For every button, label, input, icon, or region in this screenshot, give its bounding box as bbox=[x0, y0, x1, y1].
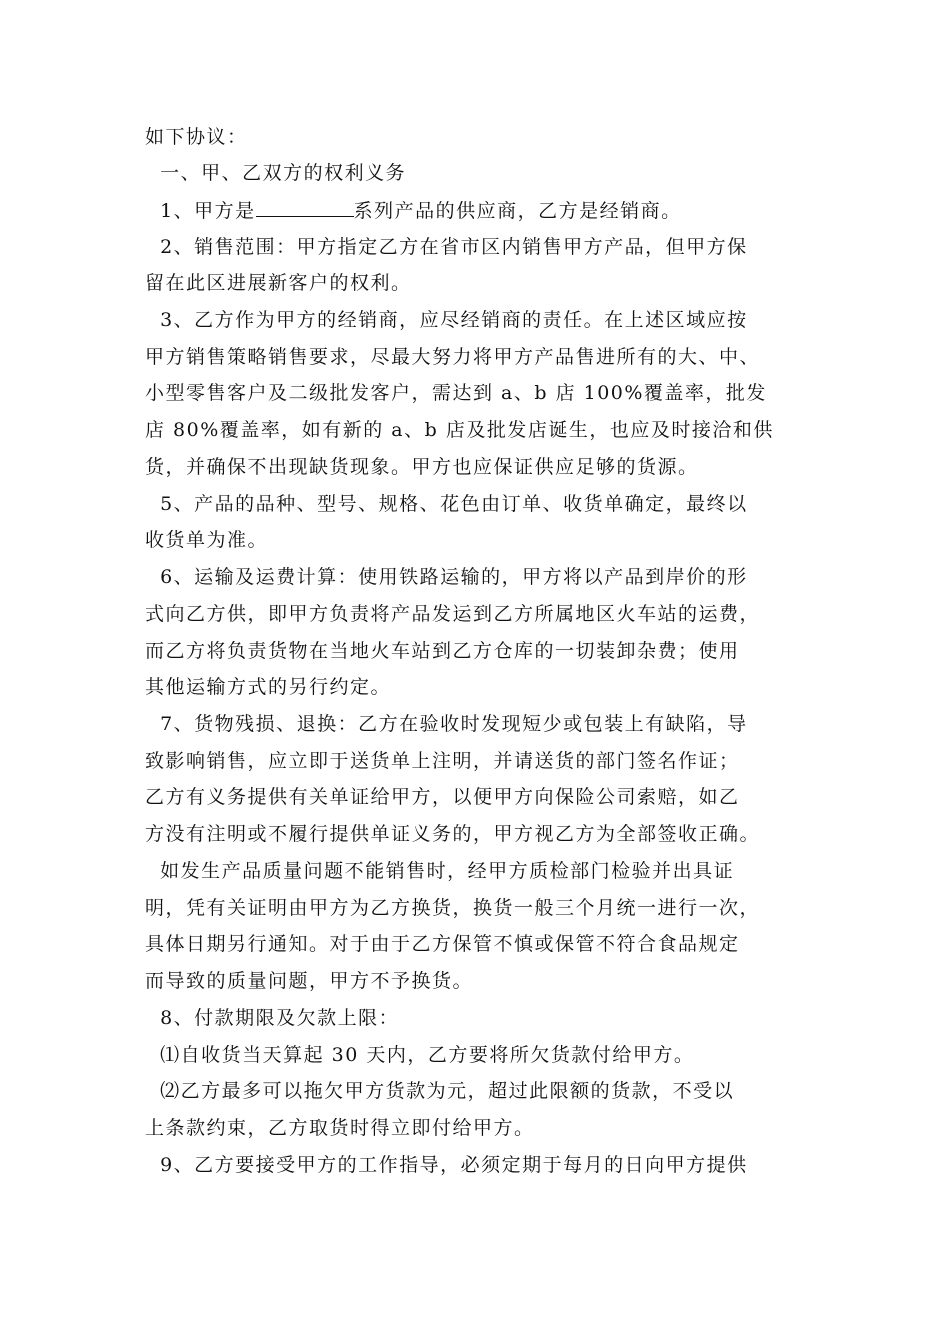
text-line: 9、乙方要接受甲方的工作指导，必须定期于每月的日向甲方提供 bbox=[145, 1154, 748, 1176]
text-line: 其他运输方式的另行约定。 bbox=[145, 676, 392, 698]
text-line: 3、乙方作为甲方的经销商，应尽经销商的责任。在上述区域应按 bbox=[145, 309, 748, 331]
text-line: 而导致的质量问题，甲方不予换货。 bbox=[145, 970, 474, 992]
fill-in-blank bbox=[256, 199, 354, 217]
text-line: 6、运输及运费计算：使用铁路运输的，甲方将以产品到岸价的形 bbox=[145, 566, 748, 588]
text-line: 货，并确保不出现缺货现象。甲方也应保证供应足够的货源。 bbox=[145, 456, 699, 478]
text-line: 而乙方将负责货物在当地火车站到乙方仓库的一切装卸杂费；使用 bbox=[145, 640, 740, 662]
text-line: 上条款约束，乙方取货时得立即付给甲方。 bbox=[145, 1117, 535, 1139]
text-line: 5、产品的品种、型号、规格、花色由订单、收货单确定，最终以 bbox=[145, 493, 748, 515]
text-line: ⑴自收货当天算起 30 天内，乙方要将所欠货款付给甲方。 bbox=[145, 1044, 695, 1066]
text-line: 留在此区进展新客户的权利。 bbox=[145, 272, 412, 294]
text-line: 如发生产品质量问题不能销售时，经甲方质检部门检验并出具证 bbox=[145, 860, 735, 882]
text-line: 小型零售客户及二级批发客户，需达到 a、b 店 100%覆盖率，批发 bbox=[145, 382, 767, 404]
text-line: 式向乙方供，即甲方负责将产品发运到乙方所属地区火车站的运费， bbox=[145, 603, 761, 625]
text-segment: 系列产品的供应商，乙方是经销商。 bbox=[353, 200, 682, 222]
text-line: 7、货物残损、退换：乙方在验收时发现短少或包装上有缺陷，导 bbox=[145, 713, 748, 735]
text-line: 收货单为准。 bbox=[145, 529, 269, 551]
text-line: ⑵乙方最多可以拖欠甲方货款为元，超过此限额的货款，不受以 bbox=[145, 1080, 735, 1102]
text-line: 致影响销售，应立即于送货单上注明，并请送货的部门签名作证； bbox=[145, 750, 740, 772]
text-line: 乙方有义务提供有关单证给甲方，以便甲方向保险公司索赔，如乙 bbox=[145, 786, 740, 808]
text-line: 店 80%覆盖率，如有新的 a、b 店及批发店诞生，也应及时接洽和供 bbox=[145, 419, 774, 441]
text-line: 甲方销售策略销售要求，尽最大努力将甲方产品售进所有的大、中、 bbox=[145, 346, 761, 368]
text-line: 方没有注明或不履行提供单证义务的，甲方视乙方为全部签收正确。 bbox=[145, 823, 761, 845]
text-line: 如下协议： bbox=[145, 126, 248, 148]
text-line: 明，凭有关证明由甲方为乙方换货，换货一般三个月统一进行一次， bbox=[145, 897, 761, 919]
text-line: 8、付款期限及欠款上限： bbox=[145, 1007, 400, 1029]
text-segment: 1、甲方是 bbox=[145, 200, 256, 222]
text-line: 具体日期另行通知。对于由于乙方保管不慎或保管不符合食品规定 bbox=[145, 933, 740, 955]
text-line bbox=[145, 199, 682, 222]
text-line: 2、销售范围：甲方指定乙方在省市区内销售甲方产品，但甲方保 bbox=[145, 236, 748, 258]
text-line: 一、甲、乙双方的权利义务 bbox=[145, 162, 407, 184]
